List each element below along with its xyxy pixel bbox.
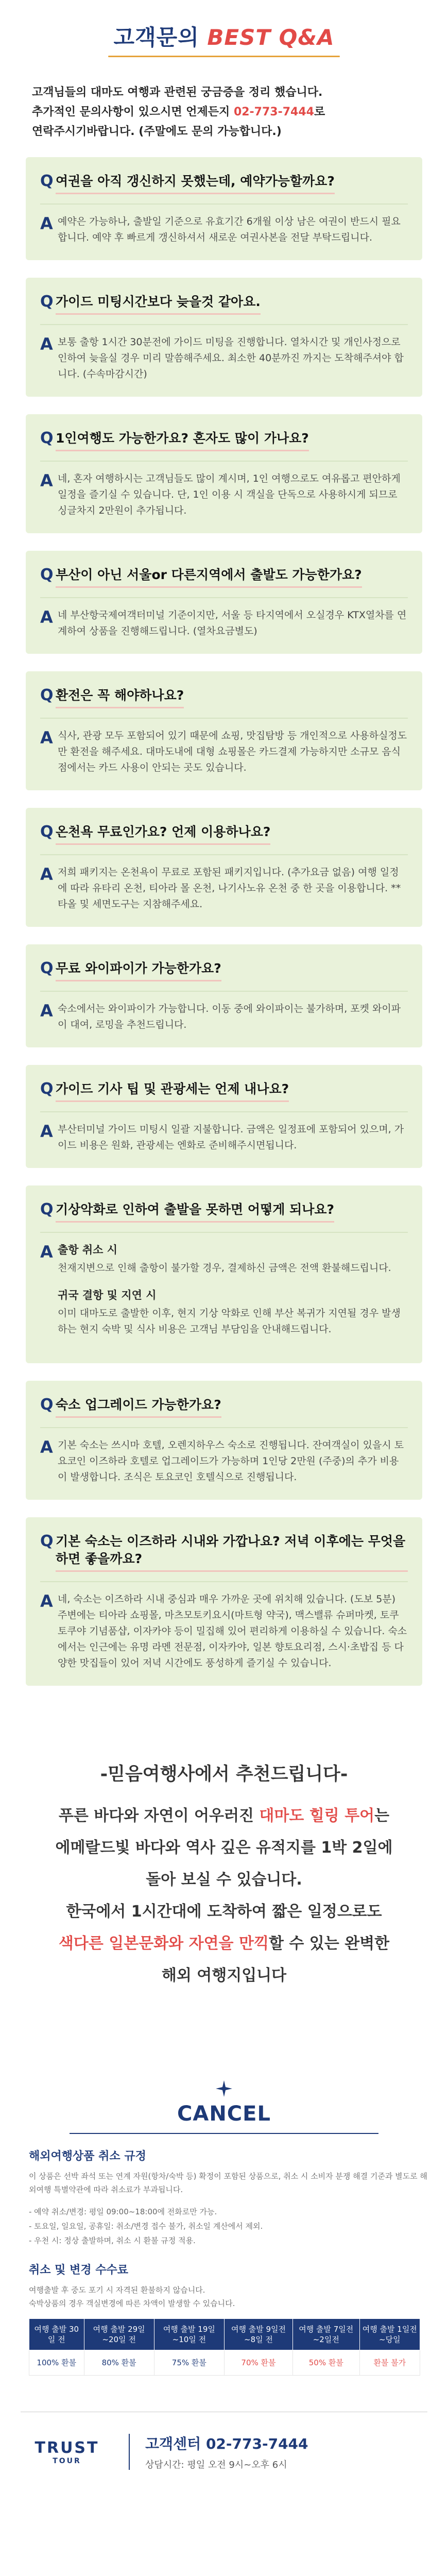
contact-phone[interactable]: 고객센터 02-773-7444 (145, 2435, 308, 2452)
a-mark-icon: A (40, 1001, 53, 1021)
contact-info (145, 2433, 308, 2471)
intro-line-3: 연락주시기바랍니다. (주말에도 문의 가능합니다.) (32, 125, 282, 138)
intro-line-1: 고객님들의 대마도 여행과 관련된 궁금증을 정리 했습니다. (32, 86, 323, 99)
faq-item (26, 414, 422, 533)
rule-desc: 이 상품은 선박 좌석 또는 연계 자원(항차/숙박 등) 확정이 포함된 상품으로, 취소 시 소비자 분쟁 해결 기준과 별도로 해외여행 특별약관에 따라 취소료가 부과됩니다. (29, 2172, 427, 2194)
table-row: 100% 환불 80% 환불 75% 환불 70% 환불 50% 환불 환불 불가 (29, 2350, 420, 2376)
recommendation (0, 1703, 448, 2012)
fee-table (29, 2318, 420, 2376)
divider (40, 324, 408, 325)
faq-answer: A 부산터미널 가이드 미팅시 일괄 지불합니다. 금액은 일정표에 포함되어 있으며, 가이드 비용은 원화, 관광세는 엔화로 준비해주시면됩니다. (40, 1122, 404, 1151)
intro-line-2: 추가적인 문의사항이 있으시면 언제든지 02-773-7444로 (32, 106, 325, 118)
divider (40, 854, 408, 855)
faq-answer: A 네 부산항국제여객터미널 기준이지만, 서울 등 타지역에서 오실경우 KTX열차를 연계하여 상품을 진행해드립니다. (열차요금별도) (40, 607, 407, 637)
faq-answer (40, 1242, 408, 1349)
faq-item (26, 157, 422, 260)
a-mark-icon: A (40, 1122, 53, 1141)
faq-question: Q 가이드 기사 팁 및 관광세는 언제 내나요? (40, 1080, 408, 1102)
divider (40, 1427, 408, 1428)
q-mark-icon: Q (40, 1396, 54, 1414)
title-accent: BEST Q&A (207, 25, 335, 50)
contact-hours: 상담시간: 평일 오전 9시~오후 6시 (145, 2460, 287, 2470)
table-header-row: 여행 출발 30일 전 여행 출발 29일~20일 전 여행 출발 19일~10일 전 여행 출발 9일전~8일 전 여행 출발 7일전~2일전 여행 출발 1일전~당일 (29, 2319, 420, 2350)
cancel-title: CANCEL (177, 2102, 271, 2126)
faq-answer: A 예약은 가능하나, 출발일 기준으로 유효기간 6개월 이상 남은 여권이 반드시 필요합니다. 예약 후 빠르게 갱신하셔서 새로운 여권사본을 전달 부탁드립니다. (40, 214, 401, 243)
a-mark-icon: A (40, 1437, 53, 1457)
a-mark-icon: A (40, 1242, 53, 1262)
a-mark-icon: A (40, 728, 53, 748)
divider (40, 1581, 408, 1582)
faq-question: Q 무료 와이파이가 가능한가요? (40, 960, 408, 981)
a-mark-icon: A (40, 214, 53, 233)
q-mark-icon: Q (40, 566, 54, 584)
faq-item (26, 1185, 422, 1363)
faq-answer: A 기본 숙소는 쓰시마 호텔, 오렌지하우스 숙소로 진행됩니다. 잔여객실이 있을시 토요코인 이즈하라 호텔로 업그레이드가 가능하며 1인당 2만원 (주중)의 추가 비용이 발생합니다. 조식은 토요코인 호텔식으로 진행됩니다. (40, 1437, 404, 1483)
divider (129, 2434, 130, 2470)
faq-question: Q 부산이 아닌 서울or 다른지역에서 출발도 가능한가요? (40, 566, 408, 588)
faq-item (26, 671, 422, 790)
a-mark-icon: A (40, 607, 53, 627)
q-mark-icon: Q (40, 1532, 54, 1550)
footer (21, 2412, 427, 2471)
faq-question: Q 여권을 아직 갱신하지 못했는데, 예약가능할까요? (40, 173, 408, 194)
faq-answer: A 숙소에서는 와이파이가 가능합니다. 이동 중에 와이파이는 불가하며, 포켓 와이파이 대여, 로밍을 추천드립니다. (40, 1001, 401, 1030)
faq-question: Q 기상악화로 인하여 출발을 못하면 어떻게 되나요? (40, 1201, 408, 1223)
a-mark-icon: A (40, 1591, 53, 1611)
cancel-policy (0, 2012, 448, 2376)
faq-list (0, 152, 448, 1686)
faq-item (26, 944, 422, 1047)
divider (40, 461, 408, 462)
q-mark-icon: Q (40, 823, 54, 841)
sparkle-icon (215, 2079, 233, 2098)
faq-question: Q 온천욕 무료인가요? 언제 이용하나요? (40, 823, 408, 845)
rule-title: 해외여행상품 취소 규정 (29, 2150, 146, 2163)
phone-number[interactable]: 02-773-7444 (233, 106, 314, 118)
faq-answer: A 식사, 관광 모두 포함되어 있기 때문에 쇼핑, 맛집탐방 등 개인적으로 사용하실정도만 환전을 해주세요. 대마도내에 대형 쇼핑몰은 카드결제 가능하지만 소규모 음식점에서는 카드 사용이 안되는 곳도 있습니다. (40, 728, 407, 773)
q-mark-icon: Q (40, 1200, 54, 1218)
faq-question: Q 가이드 미팅시간보다 늦을것 같아요. (40, 293, 408, 315)
q-mark-icon: Q (40, 429, 54, 447)
a-mark-icon: A (40, 865, 53, 884)
faq-answer: A 네, 혼자 여행하시는 고객님들도 많이 계시며, 1인 여행으로도 여유롭고 편안하게 일정을 즐기실 수 있습니다. 단, 1인 이용 시 객실을 단독으로 사용하시게 되므로 싱글차지 2만원이 추가됩니다. (40, 471, 401, 516)
divider (40, 1111, 408, 1112)
q-mark-icon: Q (40, 172, 54, 190)
answer-block: 귀국 결항 및 지연 시 이미 대마도로 출발한 이후, 현지 기상 악화로 인해 부산 복귀가 지연될 경우 발생하는 현지 숙박 및 식사 비용은 고객님 부담임을 안내해드립니다. (58, 1289, 401, 1335)
answer-block: 출항 취소 시 천재지변으로 인해 출항이 불가할 경우, 결제하신 금액은 전액 환불해드립니다. (58, 1244, 391, 1274)
faq-item (26, 1381, 422, 1500)
hero (0, 0, 448, 62)
recommend-body: 푸른 바다와 자연이 어우러진 대마도 힐링 투어는 에메랄드빛 바다와 역사 깊은 유적지를 1박 2일에 돌아 보실 수 있습니다. 한국에서 1시간대에 도착하여 짧은 일정으로도 색다른 일본문화와 자연을 만끽할 수 있는 완벽한 해외 여행지입니다 (55, 1807, 393, 1985)
faq-item (26, 1517, 422, 1686)
faq-item (26, 278, 422, 397)
rule-notes: - 예약 취소/변경: 평일 09:00~18:00에 전화로만 가능. - 토요일, 일요일, 공휴일: 취소/변경 접수 불가, 취소일 계산에서 제외. - 우천 시: 정상 출발하며, 취소 시 환불 규정 적용. (29, 2207, 263, 2245)
logo: TRUST TOUR (35, 2438, 99, 2465)
divider (40, 718, 408, 719)
faq-question: Q 환전은 꼭 해야하나요? (40, 687, 408, 708)
divider (70, 2133, 378, 2134)
q-mark-icon: Q (40, 959, 54, 977)
faq-item (26, 808, 422, 927)
divider (40, 597, 408, 598)
faq-question: Q 숙소 업그레이드 가능한가요? (40, 1396, 408, 1418)
faq-answer: A 보통 출항 1시간 30분전에 가이드 미팅을 진행합니다. 열차시간 및 개인사정으로 인하여 늦을실 경우 미리 말씀해주세요. 최소한 40분까진 까지는 도착해주셔야 합니다. (수속마감시간) (40, 334, 404, 380)
fee-desc: 여행출발 후 중도 포기 시 자격된 환불하지 않습니다. 숙박상품의 경우 객실변경에 따른 차액이 발생할 수 있습니다. (29, 2285, 235, 2308)
divider (40, 991, 408, 992)
recommend-title: -믿음여행사에서 추천드립니다- (100, 1764, 348, 1785)
faq-answer: A 네, 숙소는 이즈하라 시내 중심과 매우 가까운 곳에 위치해 있습니다. (도보 5분) 주변에는 티아라 쇼핑몰, 마츠모토키요시(마트형 약국), 맥스밸류 슈퍼마켓, 토쿠토쿠야 기념품샵, 이자카야 등이 밀집해 있어 편리하게 이용하실 수 있습니다. 숙소에서는 인근에는 유명 라멘 전문점, 이자카야, 일본 향토요리점, 스시·초밥집 등 다양한 맛집들이 있어 저녁 시간에도 풍성하게 즐기실 수 있습니다. (40, 1591, 407, 1669)
faq-item (26, 551, 422, 654)
page-title (31, 21, 417, 52)
divider (40, 204, 408, 205)
divider (40, 1232, 408, 1233)
fee-title: 취소 및 변경 수수료 (29, 2264, 128, 2277)
title-underline (108, 56, 340, 57)
q-mark-icon: Q (40, 1080, 54, 1098)
q-mark-icon: Q (40, 293, 54, 311)
faq-question: Q 1인여행도 가능한가요? 혼자도 많이 가나요? (40, 430, 408, 451)
faq-answer: A 저희 패키지는 온천욕이 무료로 포함된 패키지입니다. (추가요금 없음) 여행 일정에 따라 유타리 온천, 티아라 몰 온천, 나기사노유 온천 중 한 곳을 이용합니다. **타올 및 세면도구는 지참해주세요. (40, 865, 401, 910)
intro-text (0, 62, 448, 152)
title-main: 고객문의 (113, 25, 199, 50)
a-mark-icon: A (40, 471, 53, 490)
faq-item (26, 1065, 422, 1168)
a-mark-icon: A (40, 334, 53, 354)
q-mark-icon: Q (40, 686, 54, 704)
faq-question: Q 기본 숙소는 이즈하라 시내와 가깝나요? 저녁 이후에는 무엇을 하면 좋을까요? (40, 1533, 408, 1572)
